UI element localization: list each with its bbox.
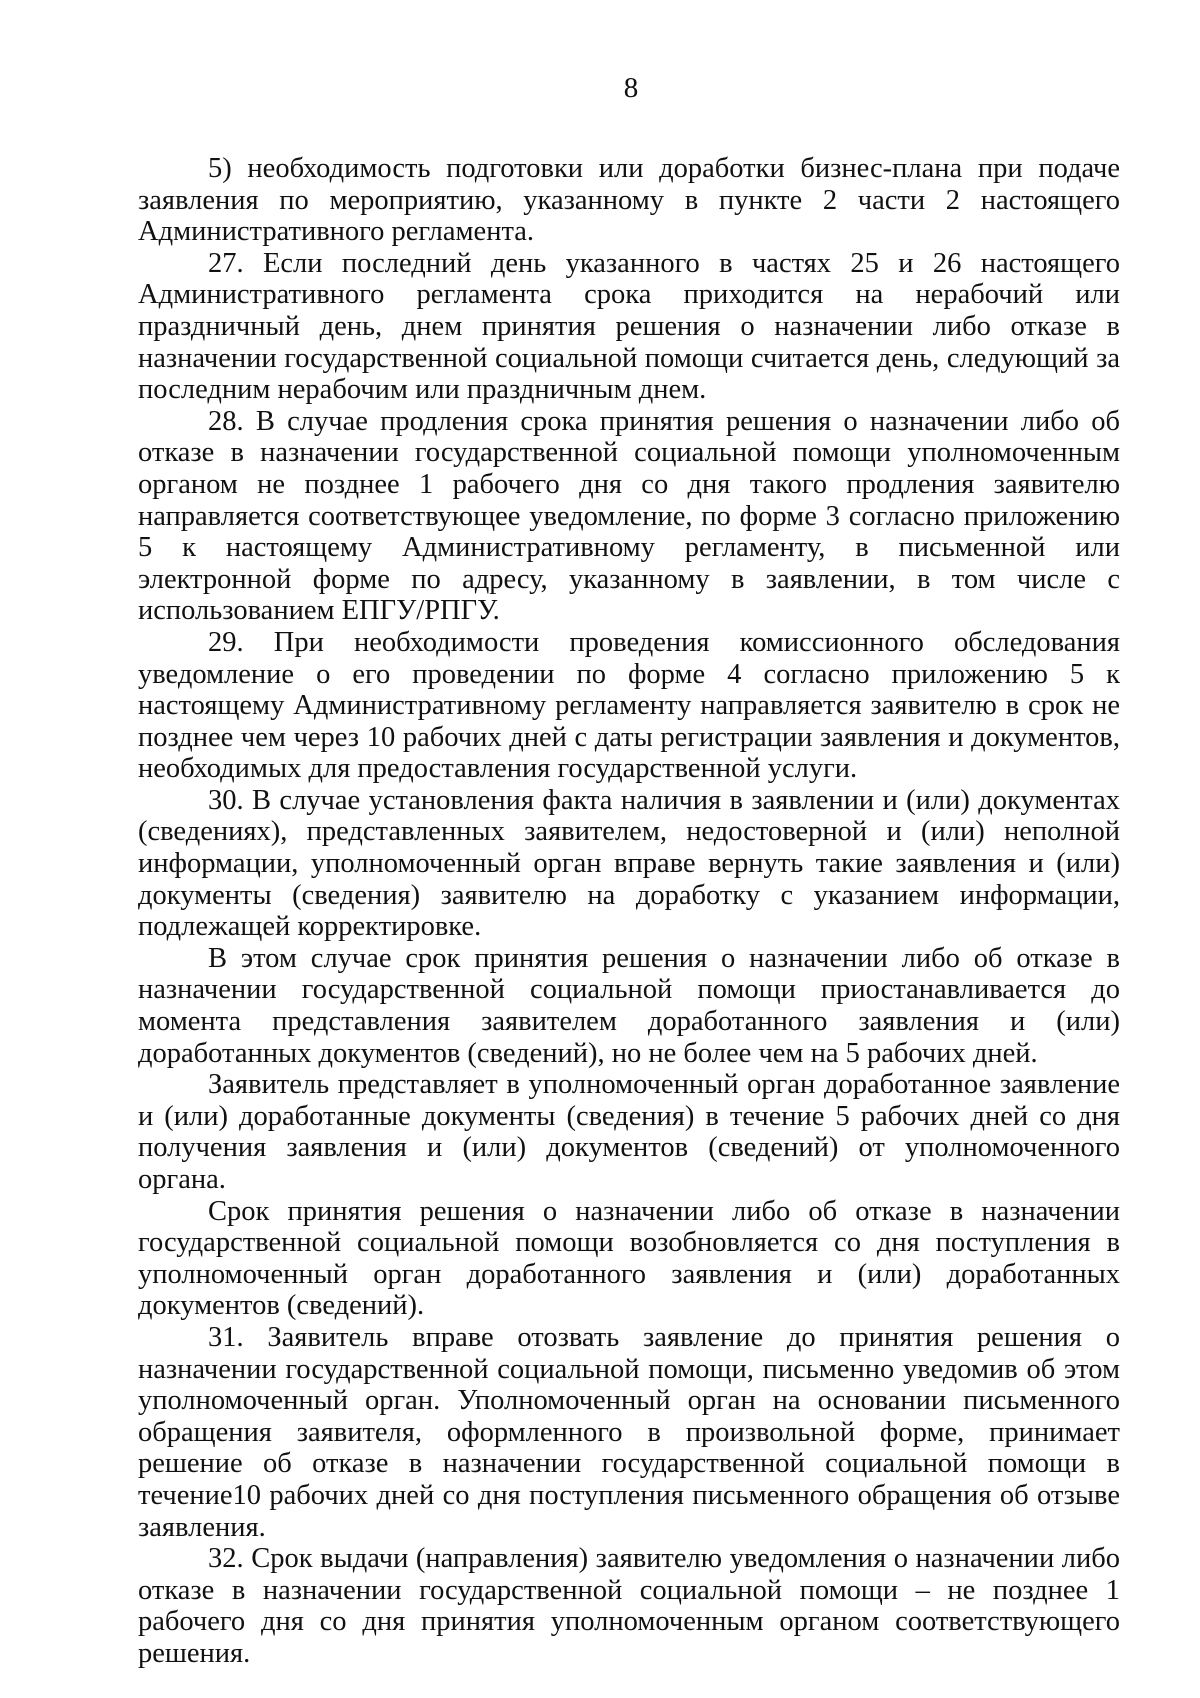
paragraph-30-resumption: Срок принятия решения о назначении либо об отказе в назначении государственной социальной помощи возобновляется со дня поступления в уполномоченный орган доработанного заявления и (или) доработанных документов (сведений).	[138, 1195, 1120, 1322]
document-body	[138, 153, 1120, 1670]
paragraph-29: 29. При необходимости проведения комиссионного обследования уведомление о его проведении по форме 4 согласно приложению 5 к настоящему Административному регламенту направляется заявителю в срок не позднее чем через 10 рабочих дней с даты регистрации заявления и документов, необходимых для предоставления государственной услуги.	[138, 626, 1120, 785]
paragraph-30-suspension: В этом случае срок принятия решения о назначении либо об отказе в назначении государственной социальной помощи приостанавливается до момента представления заявителем доработанного заявления и (или) доработанных документов (сведений), но не более чем на 5 рабочих дней.	[138, 942, 1120, 1069]
paragraph-31: 31. Заявитель вправе отозвать заявление до принятия решения о назначении государственной социальной помощи, письменно уведомив об этом уполномоченный орган. Уполномоченный орган на основании письменного обращения заявителя, оформленного в произвольной форме, принимает решение об отказе в назначении государственной социальной помощи в течение10 рабочих дней со дня поступления письменного обращения об отзыве заявления.	[138, 1321, 1120, 1543]
page-number: 8	[623, 72, 639, 104]
paragraph-28: 28. В случае продления срока принятия решения о назначении либо об отказе в назначении государственной социальной помощи уполномоченным органом не позднее 1 рабочего дня со дня такого продления заявителю направляется соответствующее уведомление, по форме 3 согласно приложению 5 к настоящему Административному регламенту, в письменной или электронной форме по адресу, указанному в заявлении, в том числе с использованием ЕПГУ/РПГУ.	[138, 405, 1120, 627]
paragraph-32: 32. Срок выдачи (направления) заявителю уведомления о назначении либо отказе в назначении государственной социальной помощи – не позднее 1 рабочего дня со дня принятия уполномоченным органом соответствующего решения.	[138, 1543, 1120, 1669]
paragraph-item-5: 5) необходимость подготовки или доработки бизнес-плана при подаче заявления по мероприятию, указанному в пункте 2 части 2 настоящего Административного регламента.	[138, 153, 1120, 248]
paragraph-30: 30. В случае установления факта наличия в заявлении и (или) документах (сведениях), представленных заявителем, недостоверной и (или) неполной информации, уполномоченный орган вправе вернуть такие заявления и (или) документы (сведения) заявителю на доработку с указанием информации, подлежащей корректировке.	[138, 784, 1120, 943]
paragraph-30-resubmission: Заявитель представляет в уполномоченный орган доработанное заявление и (или) доработанные документы (сведения) в течение 5 рабочих дней со дня получения заявления и (или) документов (сведений) от уполномоченного органа.	[138, 1069, 1120, 1195]
paragraph-27: 27. Если последний день указанного в частях 25 и 26 настоящего Административного регламента срока приходится на нерабочий или праздничный день, днем принятия решения о назначении либо отказе в назначении государственной социальной помощи считается день, следующий за последним нерабочим или праздничным днем.	[138, 247, 1120, 406]
